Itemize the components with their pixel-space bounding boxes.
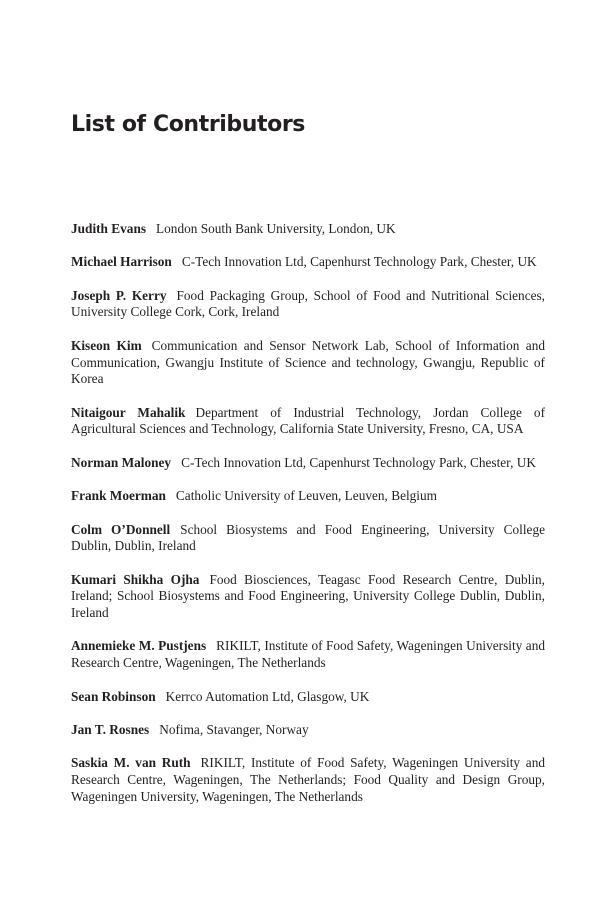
contributor-affiliation: Food Packaging Group, School of Food and Nutritional Sciences, University College Cork, Cork, Ireland (71, 287, 545, 320)
contributor-affiliation: RIKILT, Institute of Food Safety, Wageningen University and Research Centre, Wageningen, The Netherlands; Food Quality and Design Group, Wageningen University, Wageningen, The Netherlands (71, 755, 545, 804)
contributor-entry (71, 572, 545, 622)
contributor-name: Michael Harrison (71, 254, 172, 270)
contributor-entry (71, 288, 545, 321)
contributor-name: Annemieke M. Pustjens (71, 638, 207, 654)
contributor-entry (71, 722, 545, 739)
contributor-affiliation: Catholic University of Leuven, Leuven, Belgium (175, 488, 437, 504)
contributor-name: Judith Evans (71, 221, 147, 236)
contributor-name: Frank Moerman (71, 488, 166, 504)
contributor-entry (71, 405, 545, 438)
contributor-list (71, 221, 545, 822)
contributor-affiliation: Kerrco Automation Ltd, Glasgow, UK (165, 688, 370, 704)
contributor-entry (71, 638, 545, 671)
contributor-name: Nitaigour Mahalik (71, 404, 186, 420)
contributor-affiliation: RIKILT, Institute of Food Safety, Wageningen University and Research Centre, Wageningen, The Netherlands (71, 638, 546, 671)
contributor-affiliation: Department of Industrial Technology, Jordan College of Agricultural Sciences and Technology, California State University, Fresno, CA, USA (71, 404, 545, 437)
contributor-affiliation: C-Tech Innovation Ltd, Capenhurst Technology Park, Chester, UK (181, 254, 537, 270)
contributor-entry (71, 338, 545, 388)
contributor-affiliation: Communication and Sensor Network Lab, School of Information and Communication, Gwangju Institute of Science and technology, Gwangju, Republic of Korea (71, 337, 545, 387)
contributor-entry (71, 522, 545, 555)
contributor-name: Sean Robinson (71, 688, 156, 704)
contributor-entry (71, 455, 545, 472)
contributor-name: Joseph P. Kerry (71, 287, 167, 303)
contributor-affiliation: London South Bank University, London, UK (156, 221, 396, 236)
contributor-affiliation: Nofima, Stavanger, Norway (159, 721, 309, 737)
contributor-affiliation: Food Biosciences, Teagasc Food Research Centre, Dublin, Ireland; School Biosystems and Food Engineering, University College Dublin, Dublin, Ireland (71, 571, 545, 621)
contributor-entry (71, 488, 545, 505)
contributor-entry (71, 755, 545, 805)
contributor-entry (71, 221, 545, 238)
contributor-name: Norman Maloney (71, 454, 172, 470)
contributor-name: Kiseon Kim (71, 337, 142, 353)
contributor-entry (71, 689, 545, 706)
page-title: List of Contributors (71, 112, 305, 137)
contributor-entry (71, 254, 545, 271)
contributor-name: Jan T. Rosnes (71, 721, 150, 737)
contributor-affiliation: School Biosystems and Food Engineering, University College Dublin, Dublin, Ireland (71, 521, 546, 554)
contributor-affiliation: C-Tech Innovation Ltd, Capenhurst Technology Park, Chester, UK (181, 454, 536, 470)
contributor-name: Kumari Shikha Ojha (71, 571, 200, 587)
contributor-name: Saskia M. van Ruth (71, 755, 191, 771)
contributor-name: Colm O’Donnell (71, 521, 171, 537)
